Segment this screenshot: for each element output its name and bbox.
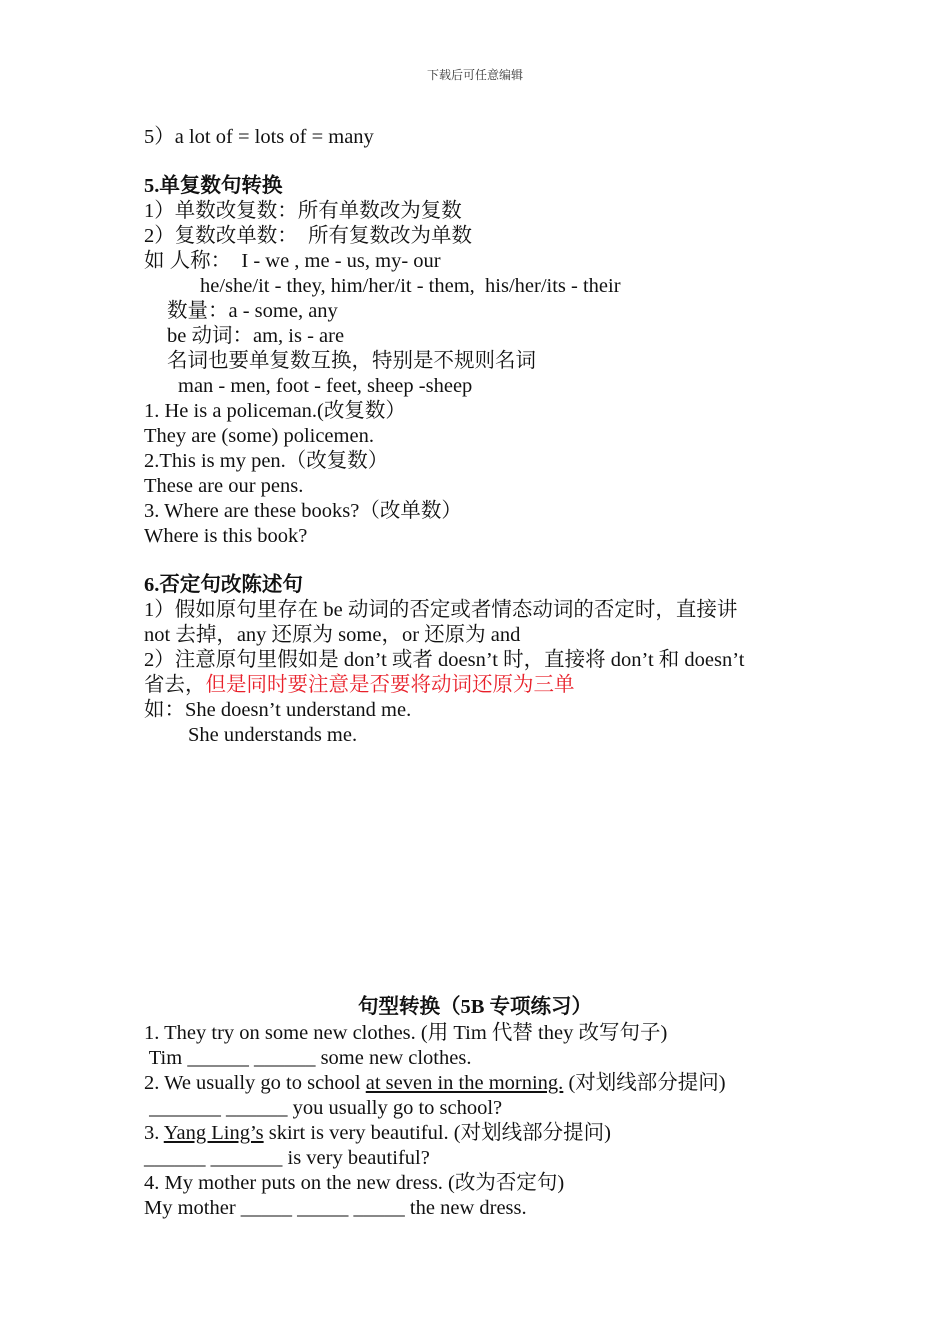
practice-a1: Tim ______ ______ some new clothes. xyxy=(144,1047,472,1069)
rule-6-2-line2 xyxy=(144,673,575,698)
practice-a2: _______ ______ you usually go to school? xyxy=(144,1097,503,1119)
practice-q2 xyxy=(144,1071,726,1096)
quantity-rule: 数量：a - some, any xyxy=(167,300,338,322)
rule-6-1-line2: not 去掉，any 还原为 some，or 还原为 and xyxy=(144,624,521,646)
rule-6-2-highlight: 但是同时要注意是否要将动词还原为三单 xyxy=(205,674,575,696)
example-1-answer: They are (some) policemen. xyxy=(144,425,374,447)
person-pronouns-line2: he/she/it - they, him/her/it - them, his/her/its - their xyxy=(200,275,621,297)
rule-6-2-plain: 省去， xyxy=(144,674,206,696)
example-1-question: 1. He is a policeman.(改复数） xyxy=(144,400,406,422)
practice-a3: ______ _______ is very beautiful? xyxy=(144,1147,430,1169)
rule-item-5: 5）a lot of = lots of = many xyxy=(144,126,374,148)
rule-plural-to-singular: 2）复数改单数： 所有复数改为单数 xyxy=(144,225,472,247)
rule-6-1-line1: 1）假如原句里存在 be 动词的否定或者情态动词的否定时，直接讲 xyxy=(144,599,738,621)
noun-rule: 名词也要单复数互换，特别是不规则名词 xyxy=(167,350,536,372)
practice-q2-text: 2. We usually go to school xyxy=(144,1072,366,1094)
practice-title: 句型转换（5B 专项练习） xyxy=(357,996,593,1018)
section-6-title: 6.否定句改陈述句 xyxy=(144,574,303,596)
practice-q3-number: 3. xyxy=(144,1122,164,1144)
example-6-question: 如：She doesn’t understand me. xyxy=(144,699,412,721)
example-6-answer: She understands me. xyxy=(188,724,358,746)
practice-q3 xyxy=(144,1121,611,1146)
section-5-title: 5.单复数句转换 xyxy=(144,175,283,197)
example-3-answer: Where is this book? xyxy=(144,525,308,547)
practice-q2-instruction: (对划线部分提问) xyxy=(563,1072,726,1094)
be-verb-rule: be 动词：am, is - are xyxy=(167,325,345,347)
practice-q3-underlined: Yang Ling’s xyxy=(163,1122,264,1144)
practice-q1: 1. They try on some new clothes. (用 Tim 代替 they 改写句子) xyxy=(144,1022,668,1044)
example-3-question: 3. Where are these books?（改单数） xyxy=(144,500,462,522)
rule-6-2-line1: 2）注意原句里假如是 don’t 或者 doesn’t 时，直接将 don’t 和 doesn’t xyxy=(144,649,745,671)
example-2-answer: These are our pens. xyxy=(144,475,304,497)
page-header: 下载后可任意编辑 xyxy=(426,68,523,82)
example-2-question: 2.This is my pen.（改复数） xyxy=(144,450,389,472)
practice-q4: 4. My mother puts on the new dress. (改为否定句) xyxy=(144,1172,565,1194)
noun-examples: man - men, foot - feet, sheep -sheep xyxy=(178,375,473,397)
person-pronouns-line1: 如 人称： I - we , me - us, my- our xyxy=(144,250,441,272)
rule-singular-to-plural: 1）单数改复数：所有单数改为复数 xyxy=(144,200,462,222)
practice-q3-instruction: skirt is very beautiful. (对划线部分提问) xyxy=(263,1122,611,1144)
practice-a4: My mother _____ _____ _____ the new dress. xyxy=(144,1197,527,1219)
practice-q2-underlined: at seven in the morning. xyxy=(365,1072,564,1094)
